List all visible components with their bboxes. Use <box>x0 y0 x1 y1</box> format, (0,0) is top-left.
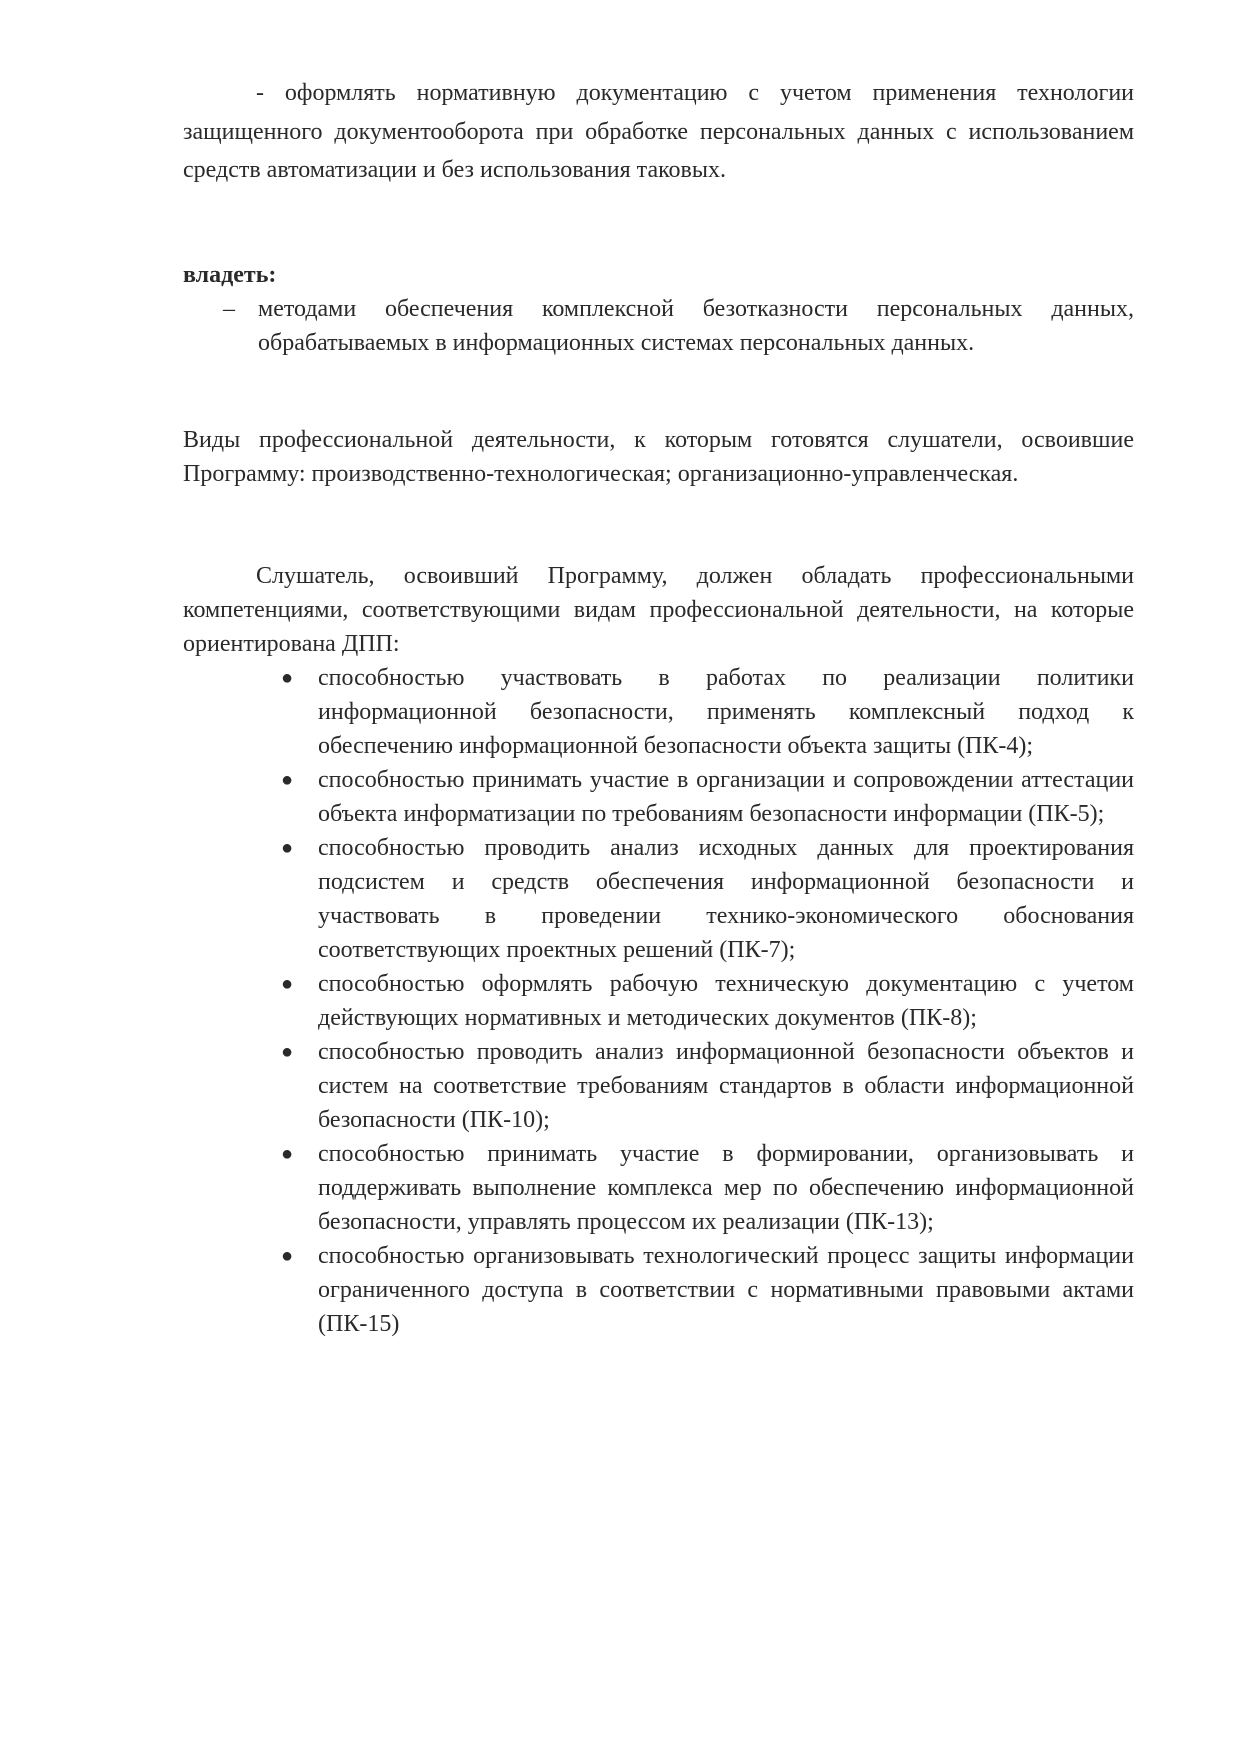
bullet-icon: ● <box>281 837 294 859</box>
list-item: ● способностью принимать участие в формировании, организовывать и поддерживать выполнение комплекса мер по обеспечению информационной безопасности, управлять процессом их реализации (ПК-13); <box>183 1137 1134 1239</box>
list-item: ● способностью проводить анализ информационной безопасности объектов и систем на соответствие требованиям стандартов в области информационной безопасности (ПК-10); <box>183 1035 1134 1137</box>
competency-list <box>183 661 1134 1341</box>
bullet-icon: ● <box>281 973 294 995</box>
paragraph-text: - оформлять нормативную документацию с учетом применения технологии защищенного документооборота при обработке персональных данных с использованием средств автоматизации и без использования таковых. <box>183 80 1134 183</box>
section-heading: владеть: <box>183 262 277 288</box>
bullet-icon: ● <box>281 769 294 791</box>
bullet-icon: ● <box>281 1041 294 1063</box>
activity-types-paragraph <box>183 423 1134 491</box>
list-item: ● способностью проводить анализ исходных данных для проектирования подсистем и средств обеспечения информационной безопасности и участвовать в проведении технико-экономического обоснования соответствующих проектных решений (ПК-7); <box>183 831 1134 967</box>
list-item: – методами обеспечения комплексной безотказности персональных данных, обрабатываемых в информационных системах персональных данных. <box>183 292 1134 360</box>
paragraph-text: Слушатель, освоивший Программу, должен обладать профессиональными компетенциями, соответствующими видам профессиональной деятельности, на которые ориентирована ДПП: <box>183 563 1134 657</box>
bullet-icon: ● <box>281 1143 294 1165</box>
list-item: ● способностью участвовать в работах по реализации политики информационной безопасности, применять комплексный подход к обеспечению информационной безопасности объекта защиты (ПК-4); <box>183 661 1134 763</box>
vladet-section <box>183 258 1134 360</box>
bullet-icon: ● <box>281 667 294 689</box>
paragraph-text: Виды профессиональной деятельности, к которым готовятся слушатели, освоившие Программу: производственно-технологическая; организационно-управленческая. <box>183 427 1134 487</box>
skills-paragraph <box>183 74 1134 190</box>
bullet-icon: ● <box>281 1245 294 1267</box>
dash-list <box>183 292 1134 360</box>
list-item: ● способностью принимать участие в организации и сопровождении аттестации объекта информатизации по требованиям безопасности информации (ПК-5); <box>183 763 1134 831</box>
list-item: ● способностью организовывать технологический процесс защиты информации ограниченного доступа в соответствии с нормативными правовыми актами (ПК-15) <box>183 1239 1134 1341</box>
competencies-section <box>183 559 1134 1341</box>
dash-marker: – <box>223 296 235 322</box>
list-item: ● способностью оформлять рабочую техническую документацию с учетом действующих нормативных и методических документов (ПК-8); <box>183 967 1134 1035</box>
